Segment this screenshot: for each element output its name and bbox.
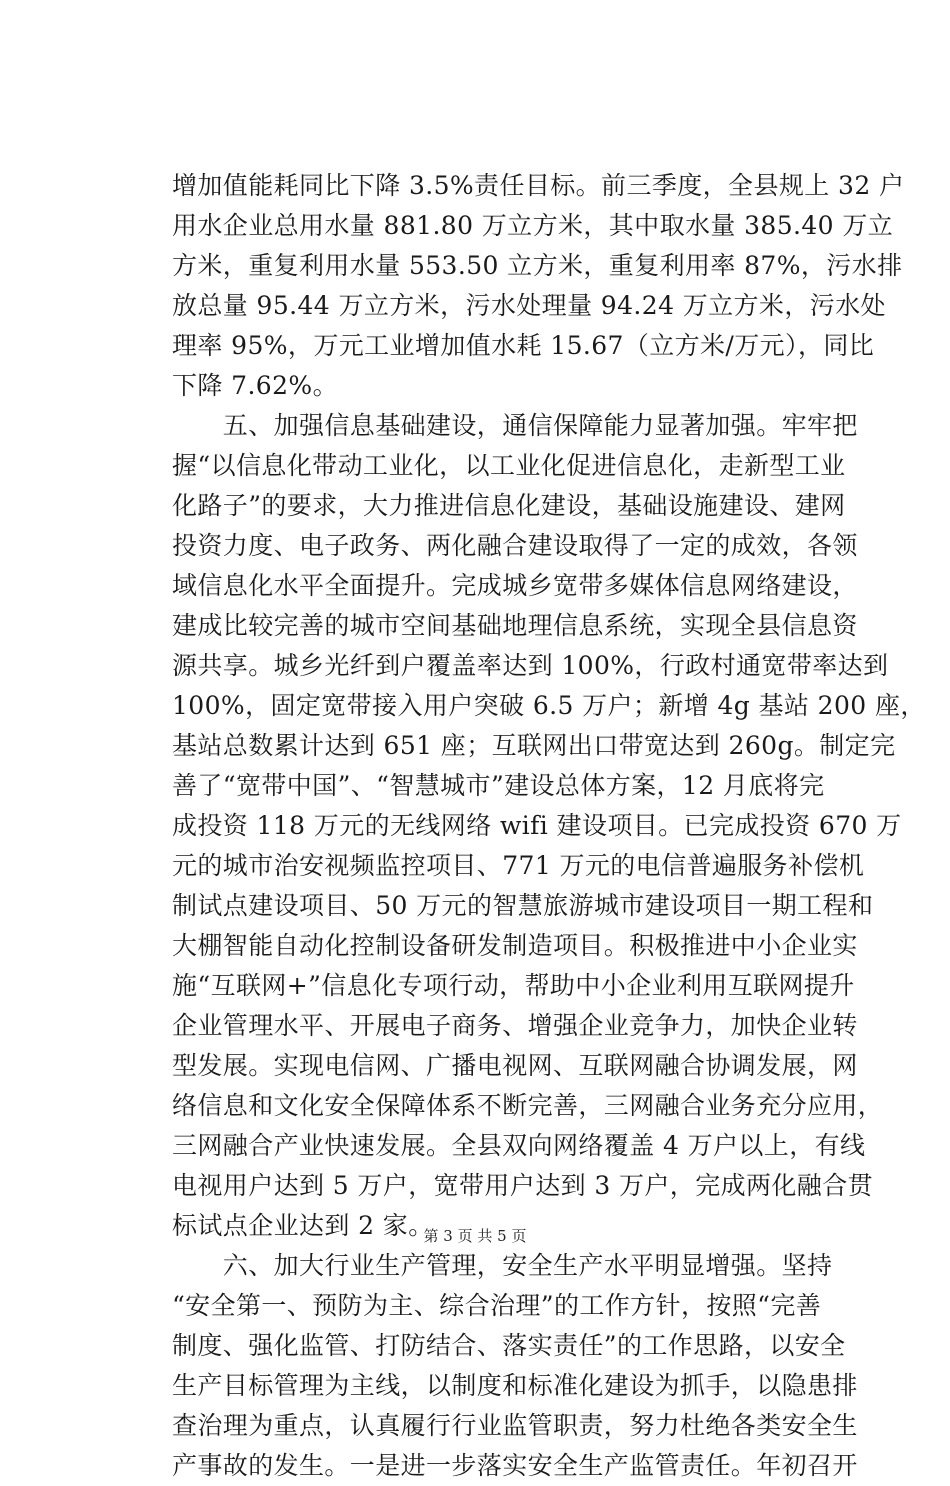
text-line: 络信息和文化安全保障体系不断完善，三网融合业务充分应用， bbox=[172, 1091, 884, 1120]
text-line: 源共享。城乡光纤到户覆盖率达到 100%，行政村通宽带率达到 bbox=[172, 651, 889, 680]
text-line: 域信息化水平全面提升。完成城乡宽带多媒体信息网络建设， bbox=[172, 571, 858, 600]
text-line: 大棚智能自动化控制设备研发制造项目。积极推进中小企业实 bbox=[172, 931, 858, 960]
text-line: 电视用户达到 5 万户，宽带用户达到 3 万户，完成两化融合贯 bbox=[172, 1171, 874, 1200]
page-footer: 第 3 页 共 5 页 bbox=[423, 1227, 527, 1245]
text-line: 方米，重复利用水量 553.50 立方米，重复利用率 87%，污水排 bbox=[172, 251, 903, 280]
text-line: 增加值能耗同比下降 3.5%责任目标。前三季度，全县规上 32 户 bbox=[172, 171, 905, 200]
text-line: 施“互联网+”信息化专项行动，帮助中小企业利用互联网提升 bbox=[172, 971, 855, 1000]
text-line: 100%，固定宽带接入用户突破 6.5 万户；新增 4g 基站 200 座， bbox=[172, 691, 926, 720]
text-line: “安全第一、预防为主、综合治理”的工作方针，按照“完善 bbox=[172, 1291, 822, 1320]
text-line: 制试点建设项目、50 万元的智慧旅游城市建设项目一期工程和 bbox=[172, 891, 874, 920]
text-line: 成投资 118 万元的无线网络 wifi 建设项目。已完成投资 670 万 bbox=[172, 811, 902, 840]
text-line: 理率 95%，万元工业增加值水耗 15.67（立方米/万元），同比 bbox=[172, 331, 875, 360]
text-line: 制度、强化监管、打防结合、落实责任”的工作思路，以安全 bbox=[172, 1331, 846, 1360]
text-line: 查治理为重点，认真履行行业监管职责，努力杜绝各类安全生 bbox=[172, 1411, 858, 1440]
text-line: 放总量 95.44 万立方米，污水处理量 94.24 万立方米，污水处 bbox=[172, 291, 886, 320]
text-line: 元的城市治安视频监控项目、771 万元的电信普遍服务补偿机 bbox=[172, 851, 865, 880]
text-line: 五、加强信息基础建设，通信保障能力显著加强。牢牢把 bbox=[172, 411, 858, 440]
text-line: 善了“宽带中国”、“智慧城市”建设总体方案，12 月底将完 bbox=[172, 771, 825, 800]
text-line: 产事故的发生。一是进一步落实安全生产监管责任。年初召开 bbox=[172, 1451, 858, 1480]
text-line: 六、加大行业生产管理，安全生产水平明显增强。坚持 bbox=[172, 1251, 833, 1280]
text-line: 建成比较完善的城市空间基础地理信息系统，实现全县信息资 bbox=[172, 611, 858, 640]
text-line: 生产目标管理为主线，以制度和标准化建设为抓手，以隐患排 bbox=[172, 1371, 858, 1400]
text-line: 化路子”的要求，大力推进信息化建设，基础设施建设、建网 bbox=[172, 491, 846, 520]
document-body bbox=[172, 166, 926, 1486]
text-line: 基站总数累计达到 651 座；互联网出口带宽达到 260g。制定完 bbox=[172, 731, 896, 760]
text-line: 型发展。实现电信网、广播电视网、互联网融合协调发展，网 bbox=[172, 1051, 858, 1080]
text-line: 三网融合产业快速发展。全县双向网络覆盖 4 万户以上，有线 bbox=[172, 1131, 866, 1160]
text-line: 下降 7.62%。 bbox=[172, 371, 338, 400]
text-line: 用水企业总用水量 881.80 万立方米，其中取水量 385.40 万立 bbox=[172, 211, 894, 240]
text-line: 握“以信息化带动工业化，以工业化促进信息化，走新型工业 bbox=[172, 451, 846, 480]
text-line: 投资力度、电子政务、两化融合建设取得了一定的成效，各领 bbox=[172, 531, 858, 560]
text-line: 标试点企业达到 2 家。 bbox=[172, 1211, 434, 1240]
text-line: 企业管理水平、开展电子商务、增强企业竞争力，加快企业转 bbox=[172, 1011, 858, 1040]
